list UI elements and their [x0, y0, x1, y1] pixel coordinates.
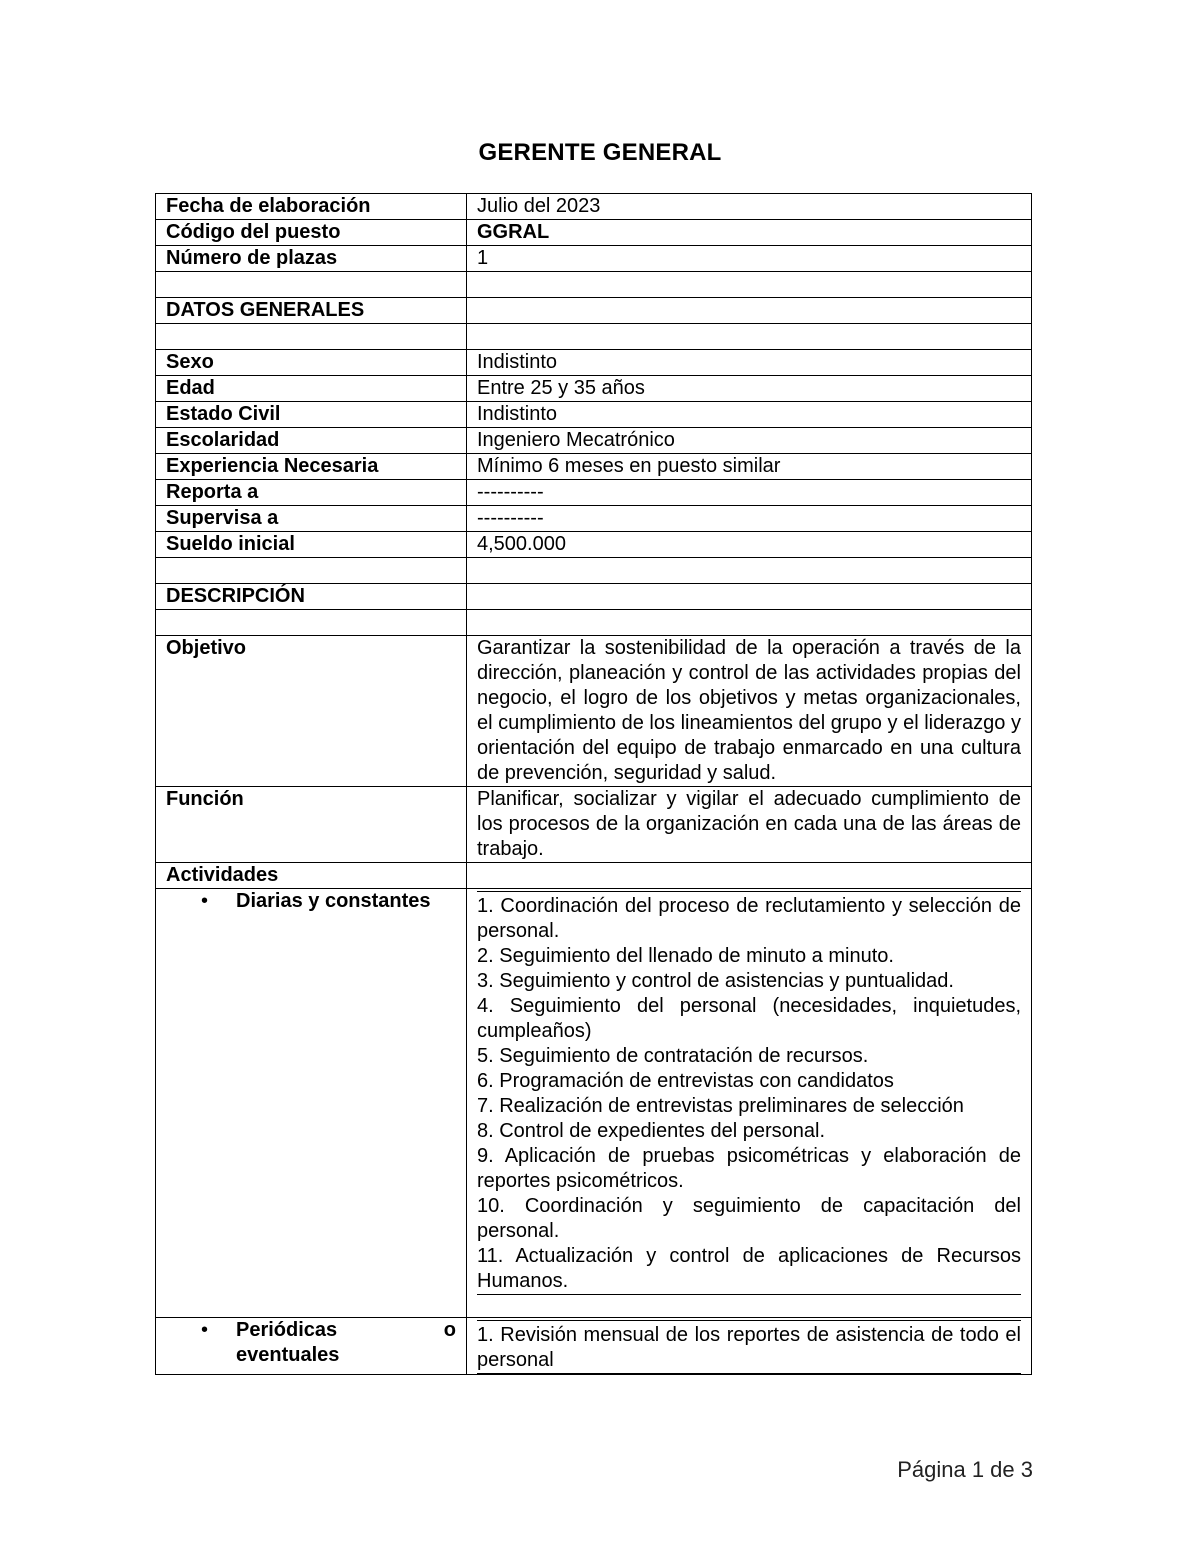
row-label: Reporta a — [156, 480, 467, 506]
table-row — [156, 350, 1032, 376]
row-label: Objetivo — [156, 636, 467, 787]
diarias-list-cell — [467, 889, 1032, 1318]
table-row — [156, 428, 1032, 454]
empty-row — [156, 324, 1032, 350]
section-row — [156, 584, 1032, 610]
section-heading-general: DATOS GENERALES — [156, 298, 467, 324]
periodicas-or: o — [443, 1319, 456, 1341]
table-row — [156, 636, 1032, 787]
row-value: Indistinto — [467, 350, 1032, 376]
empty-row — [156, 610, 1032, 636]
table-row — [156, 863, 1032, 889]
list-item: 9. Aplicación de pruebas psicométricas y elaboración de reportes psicométricos. — [477, 1145, 1021, 1192]
table-row — [156, 480, 1032, 506]
objetivo-text: Garantizar la sostenibilidad de la operación a través de la dirección, planeación y control de las actividades propias del negocio, el logro de los objetivos y metas organizacionales, el cumplimiento de los lineamientos del grupo y el liderazgo y orientación del equipo de trabajo enmarcado en una cultura de prevención, seguridad y salud. — [467, 636, 1032, 787]
row-label: Edad — [156, 376, 467, 402]
row-label: Estado Civil — [156, 402, 467, 428]
list-item: 1. Coordinación del proceso de reclutamiento y selección de personal. — [477, 895, 1021, 942]
list-item: 10. Coordinación y seguimiento de capacitación del personal. — [477, 1195, 1021, 1242]
list-item: 1. Revisión mensual de los reportes de asistencia de todo el personal — [477, 1324, 1021, 1371]
table-row — [156, 787, 1032, 863]
row-label: Sexo — [156, 350, 467, 376]
row-label: Experiencia Necesaria — [156, 454, 467, 480]
row-value: Mínimo 6 meses en puesto similar — [467, 454, 1032, 480]
section-row — [156, 298, 1032, 324]
list-item: 6. Programación de entrevistas con candidatos — [477, 1070, 894, 1092]
table-row — [156, 376, 1032, 402]
periodicas-list — [477, 1320, 1021, 1374]
row-value: ---------- — [467, 480, 1032, 506]
job-description-table — [155, 193, 1032, 1375]
row-label: Sueldo inicial — [156, 532, 467, 558]
row-value: 4,500.000 — [467, 532, 1032, 558]
bullet-icon: • — [201, 1319, 209, 1341]
row-value: 1 — [467, 246, 1032, 272]
list-item: 7. Realización de entrevistas preliminares de selección — [477, 1095, 964, 1117]
table-row — [156, 1318, 1032, 1375]
table-row — [156, 532, 1032, 558]
row-label: Actividades — [156, 863, 467, 889]
table-row — [156, 194, 1032, 220]
periodicas-label-cell — [156, 1318, 467, 1375]
list-item: 11. Actualización y control de aplicaciones de Recursos Humanos. — [477, 1245, 1021, 1292]
row-value: GGRAL — [467, 220, 1032, 246]
row-value: ---------- — [467, 506, 1032, 532]
row-label: Supervisa a — [156, 506, 467, 532]
row-value: Julio del 2023 — [467, 194, 1032, 220]
row-label: Número de plazas — [156, 246, 467, 272]
bullet-icon: • — [201, 890, 209, 912]
list-item: 3. Seguimiento y control de asistencias y puntualidad. — [477, 970, 954, 992]
row-value: Indistinto — [467, 402, 1032, 428]
list-item: 8. Control de expedientes del personal. — [477, 1120, 826, 1142]
periodicas-label-2: eventuales — [236, 1344, 340, 1366]
periodicas-label: Periódicas — [236, 1319, 338, 1341]
list-item: 2. Seguimiento del llenado de minuto a minuto. — [477, 945, 894, 967]
diarias-label: Diarias y constantes — [236, 890, 431, 912]
periodicas-list-cell — [467, 1318, 1032, 1375]
table-row — [156, 506, 1032, 532]
table-row — [156, 889, 1032, 1318]
page-number: Página 1 de 3 — [897, 1457, 1033, 1482]
row-value: Entre 25 y 35 años — [467, 376, 1032, 402]
row-label: Función — [156, 787, 467, 863]
page-title: GERENTE GENERAL — [478, 139, 722, 166]
list-item: 4. Seguimiento del personal (necesidades, inquietudes, cumpleaños) — [477, 995, 1021, 1042]
row-value: Ingeniero Mecatrónico — [467, 428, 1032, 454]
diarias-list — [477, 891, 1021, 1295]
table-row — [156, 246, 1032, 272]
section-heading-description: DESCRIPCIÓN — [156, 584, 467, 610]
table-row — [156, 402, 1032, 428]
row-label: Escolaridad — [156, 428, 467, 454]
diarias-label-cell — [156, 889, 467, 1318]
funcion-text: Planificar, socializar y vigilar el adecuado cumplimiento de los procesos de la organización en cada una de las áreas de trabajo. — [467, 787, 1032, 863]
empty-row — [156, 272, 1032, 298]
row-label: Fecha de elaboración — [156, 194, 467, 220]
row-label: Código del puesto — [156, 220, 467, 246]
list-item: 5. Seguimiento de contratación de recursos. — [477, 1045, 869, 1067]
table-row — [156, 454, 1032, 480]
table-row — [156, 220, 1032, 246]
empty-row — [156, 558, 1032, 584]
